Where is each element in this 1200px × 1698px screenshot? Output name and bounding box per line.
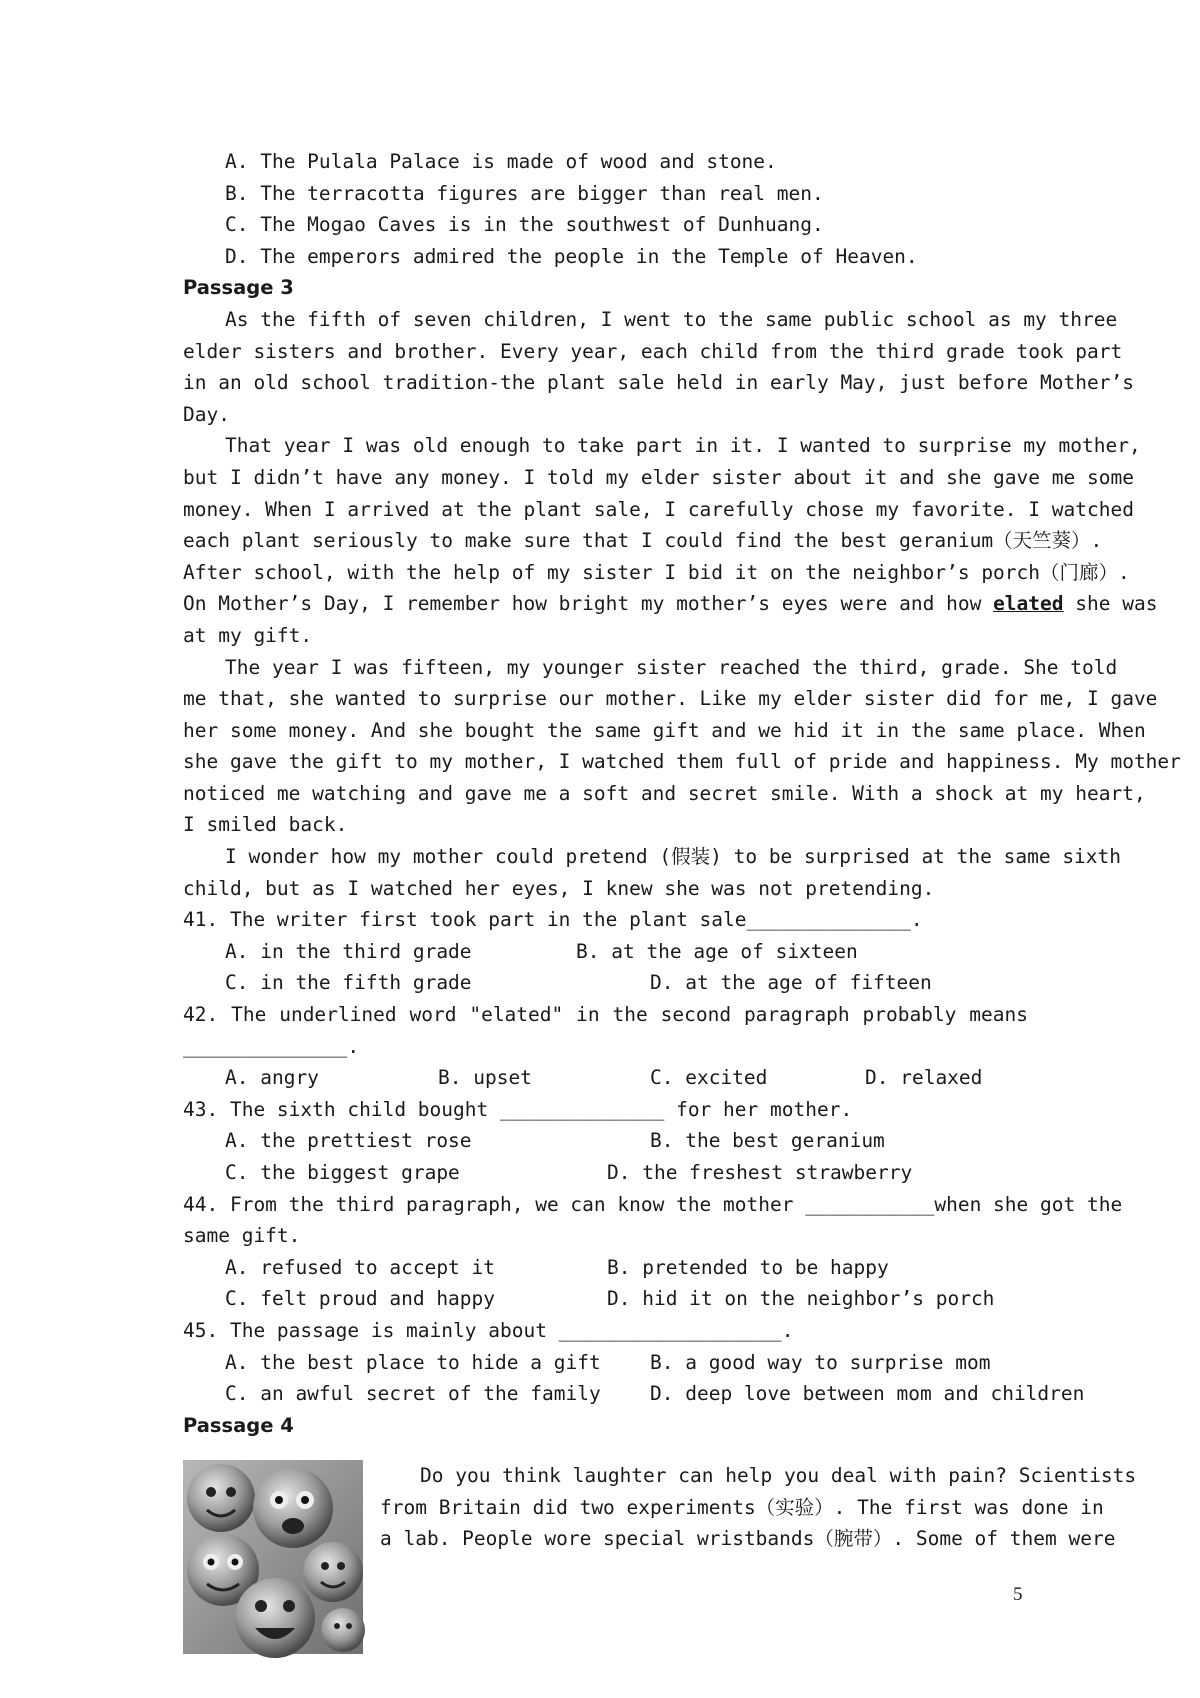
q45-options-row	[183, 1347, 1028, 1379]
option-b: B. The terracotta figures are bigger than real men.	[225, 181, 824, 205]
underlined-word: elated	[993, 592, 1064, 616]
question-44-cont: same gift.	[183, 1224, 301, 1248]
passage-4-title: Passage 4	[183, 1413, 294, 1437]
p1-line: As the fifth of seven children, I went to the same public school as my three	[225, 307, 1118, 331]
page-number: 5	[1013, 1584, 1023, 1605]
question-43: 43. The sixth child bought ______________ for her mother.	[183, 1097, 853, 1121]
question-45: 45. The passage is mainly about ___________________.	[183, 1318, 794, 1342]
q41-options-row	[183, 936, 1028, 968]
p3-line: I smiled back.	[183, 813, 348, 837]
page-content	[183, 146, 1181, 1441]
q45-option-a: A. the best place to hide a gift	[225, 1350, 601, 1374]
q43-options-row	[183, 1157, 1028, 1189]
q42-option-c: C. excited	[650, 1066, 768, 1090]
q43-option-a: A. the prettiest rose	[225, 1129, 472, 1153]
p2-line: at my gift.	[183, 623, 313, 647]
p3-line: she gave the gift to my mother, I watched them full of pride and happiness. My mother	[183, 750, 1181, 774]
question-44: 44. From the third paragraph, we can know the mother ___________when she got the	[183, 1192, 1123, 1216]
q41-option-d: D. at the age of fifteen	[650, 971, 932, 995]
passage-4-line: a lab. People wore special wristbands（腕带）. Some of them were	[380, 1527, 1116, 1551]
option-a: A. The Pulala Palace is made of wood and stone.	[225, 150, 777, 173]
p2-line: but I didn’t have any money. I told my elder sister about it and she gave me some	[183, 465, 1134, 489]
p3-line: her some money. And she bought the same gift and we hid it in the same place. When	[183, 718, 1146, 742]
question-41: 41. The writer first took part in the plant sale______________.	[183, 908, 923, 932]
q41-option-b: B. at the age of sixteen	[576, 939, 858, 963]
p1-line: elder sisters and brother. Every year, each child from the third grade took part	[183, 339, 1123, 363]
passage-4-line: Do you think laughter can help you deal with pain? Scientists	[420, 1464, 1137, 1487]
q44-option-a: A. refused to accept it	[225, 1255, 496, 1279]
q45-options-row	[183, 1378, 1085, 1410]
passage-4-text	[380, 1460, 1137, 1555]
option-d: D. The emperors admired the people in the Temple of Heaven.	[225, 244, 918, 268]
q45-option-d: D. deep love between mom and children	[650, 1382, 1085, 1406]
p3-line: The year I was fifteen, my younger sister reached the third, grade. She told	[225, 655, 1118, 679]
q42-option-d: D. relaxed	[865, 1066, 983, 1090]
question-42: 42. The underlined word "elated" in the second paragraph probably means	[183, 1003, 1028, 1027]
q42-options-row	[183, 1062, 1028, 1094]
option-c: C. The Mogao Caves is in the southwest of Dunhuang.	[225, 213, 824, 237]
q43-options-row	[183, 1125, 1028, 1157]
q42-option-a: A. angry	[225, 1066, 319, 1090]
q41-option-c: C. in the fifth grade	[225, 971, 472, 995]
q44-option-c: C. felt proud and happy	[225, 1287, 496, 1311]
p2-line: each plant seriously to make sure that I could find the best geranium（天竺葵）.	[183, 529, 1103, 553]
q41-option-a: A. in the third grade	[225, 939, 472, 963]
smiley-faces-image	[183, 1460, 363, 1654]
p2-line: money. When I arrived at the plant sale, I carefully chose my favorite. I watched	[183, 497, 1134, 521]
q45-option-b: B. a good way to surprise mom	[650, 1350, 991, 1374]
p3-line: noticed me watching and gave me a soft and secret smile. With a shock at my heart,	[183, 781, 1146, 805]
q41-options-row	[183, 967, 1028, 999]
question-42-blank: ______________.	[183, 1034, 360, 1058]
p2-line-part: she was	[1075, 592, 1158, 616]
p2-line: That year I was old enough to take part in it. I wanted to surprise my mother,	[225, 434, 1141, 458]
passage-3-title: Passage 3	[183, 276, 294, 300]
q45-option-c: C. an awful secret of the family	[225, 1382, 601, 1406]
p1-line: in an old school tradition-the plant sale held in early May, just before Mother’s	[183, 371, 1134, 395]
p1-line: Day.	[183, 402, 230, 426]
q44-options-row	[183, 1283, 1028, 1315]
p4-line: child, but as I watched her eyes, I knew she was not pretending.	[183, 876, 935, 900]
p2-line	[183, 588, 1158, 620]
q43-option-c: C. the biggest grape	[225, 1161, 460, 1184]
p4-line: I wonder how my mother could pretend (假装) to be surprised at the same sixth	[225, 845, 1122, 869]
p2-line: After school, with the help of my sister I bid it on the neighbor’s porch（门廊）.	[183, 560, 1130, 584]
q44-option-d: D. hid it on the neighbor’s porch	[607, 1287, 995, 1311]
q42-option-b: B. upset	[438, 1066, 532, 1090]
q43-option-d: D. the freshest strawberry	[607, 1161, 913, 1184]
q43-option-b: B. the best geranium	[650, 1129, 885, 1153]
q44-option-b: B. pretended to be happy	[607, 1255, 889, 1279]
p3-line: me that, she wanted to surprise our mother. Like my elder sister did for me, I gave	[183, 687, 1158, 711]
p2-line-part: On Mother’s Day, I remember how bright my mother’s eyes were and how	[183, 592, 994, 616]
passage-4-line: from Britain did two experiments（实验）. The first was done in	[380, 1495, 1104, 1519]
q44-options-row	[183, 1252, 1028, 1284]
